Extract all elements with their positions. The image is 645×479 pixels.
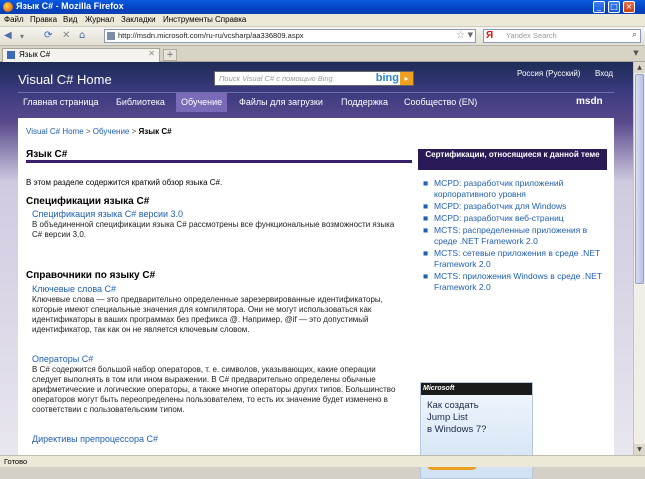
spec-heading: Спецификации языка C# bbox=[26, 196, 150, 207]
bing-logo: bing bbox=[375, 72, 399, 84]
new-tab-button[interactable]: + bbox=[163, 49, 177, 61]
keywords-link[interactable]: Ключевые слова C# bbox=[32, 284, 117, 294]
breadcrumb-home[interactable]: Visual C# Home bbox=[26, 127, 84, 136]
minimize-button[interactable]: _ bbox=[593, 1, 605, 13]
breadcrumb-learning[interactable]: Обучение bbox=[92, 127, 130, 136]
operators-description: В C# содержится большой набор операторов, т. е. символов, указывающих, какие операции следует выполнять в том или ином выражении. В C# предварительно определены обычные арифметические и логические операторы, а также многие операторы других типов. Большинство операторов могут быть переопределены пользователем, то есть их значение будет изменено в соответствии с пользовательским типом. bbox=[32, 365, 396, 414]
cert-item-label[interactable]: MCPD: разработчик для Windows bbox=[434, 201, 567, 211]
cert-item-label[interactable]: MCTS: распределенные приложения в среде .NET Framework 2.0 bbox=[434, 225, 588, 246]
menu-view[interactable]: Вид bbox=[63, 15, 78, 24]
msdn-logo[interactable]: msdn bbox=[576, 96, 603, 107]
certifications-heading: Сертификации, относящиеся к данной теме bbox=[418, 149, 607, 170]
window-titlebar bbox=[0, 0, 645, 14]
site-search-input[interactable] bbox=[214, 71, 414, 86]
status-text: Готово bbox=[4, 457, 28, 466]
breadcrumb bbox=[26, 127, 172, 136]
menu-file[interactable]: Файл bbox=[4, 15, 24, 24]
cert-item-label[interactable]: MCTS: сетевые приложения в среде .NET Framework 2.0 bbox=[434, 248, 600, 269]
intro-text: В этом разделе содержится краткий обзор языка C#. bbox=[26, 178, 223, 187]
scroll-up-icon[interactable]: ▲ bbox=[634, 62, 645, 73]
yandex-logo-icon[interactable]: Я bbox=[486, 30, 494, 41]
ad-line-3: в Windows 7? bbox=[427, 424, 487, 435]
site-brand[interactable]: Visual C# Home bbox=[18, 72, 112, 87]
tab-close-icon[interactable]: ✕ bbox=[148, 49, 155, 58]
ad-line-1: Как создать bbox=[427, 400, 479, 411]
bullet-icon: ■ bbox=[423, 248, 429, 258]
bullet-icon: ■ bbox=[423, 201, 429, 211]
firefox-icon bbox=[3, 2, 13, 12]
status-bar bbox=[0, 455, 645, 467]
locale-link[interactable]: Россия (Русский) bbox=[517, 69, 581, 78]
nav-community[interactable]: Сообщество (EN) bbox=[404, 97, 478, 107]
cert-item[interactable] bbox=[420, 178, 606, 200]
tab-strip bbox=[0, 46, 645, 62]
breadcrumb-separator: > bbox=[85, 127, 91, 136]
cert-item[interactable] bbox=[420, 248, 606, 270]
navigation-toolbar bbox=[0, 27, 645, 46]
forward-dropdown-icon[interactable]: ▾ bbox=[20, 32, 25, 41]
home-icon[interactable]: ⌂ bbox=[79, 30, 86, 41]
content-panel bbox=[18, 118, 614, 458]
scroll-down-icon[interactable]: ▼ bbox=[634, 444, 645, 455]
nav-home[interactable]: Главная страница bbox=[23, 97, 99, 107]
keywords-description: Ключевые слова — это предварительно определенные зарезервированные идентификаторы, которые имеют специальные значения для компилятора. Они не могут использоваться как идентификаторы в ваших программах без префикса @. Например, @if — это допустимый идентификатор, так как он не является ключевым словом. bbox=[32, 295, 383, 334]
bullet-icon: ■ bbox=[423, 271, 429, 281]
cert-item-label[interactable]: MCTS: приложения Windows в среде .NET Framework 2.0 bbox=[434, 271, 602, 292]
title-underline bbox=[26, 160, 412, 163]
nav-downloads[interactable]: Файлы для загрузки bbox=[239, 97, 323, 107]
tab-list-icon[interactable]: ▼ bbox=[633, 49, 639, 57]
stop-icon[interactable]: ✕ bbox=[62, 30, 71, 41]
search-placeholder[interactable]: Yandex Search bbox=[506, 31, 557, 40]
vertical-scrollbar[interactable] bbox=[633, 62, 645, 455]
address-url[interactable]: http://msdn.microsoft.com/ru-ru/vcsharp/aa336809.aspx bbox=[118, 31, 304, 40]
search-icon[interactable]: ⌕ bbox=[631, 30, 637, 40]
reference-heading: Справочники по языку C# bbox=[26, 270, 156, 281]
search-box[interactable] bbox=[483, 29, 641, 43]
tab-favicon-icon bbox=[7, 51, 15, 59]
ad-brand: Microsoft bbox=[421, 383, 532, 395]
tab-csharp[interactable] bbox=[2, 48, 160, 62]
tab-label[interactable]: Язык C# bbox=[19, 50, 51, 59]
nav-support[interactable]: Поддержка bbox=[341, 97, 388, 107]
msdn-page bbox=[0, 62, 645, 455]
menu-bar bbox=[0, 14, 645, 27]
ad-text bbox=[427, 400, 486, 436]
nav-library[interactable]: Библиотека bbox=[116, 97, 165, 107]
cert-item[interactable] bbox=[420, 213, 606, 224]
page-title: Язык C# bbox=[26, 149, 68, 160]
breadcrumb-separator: > bbox=[131, 127, 137, 136]
breadcrumb-current: Язык C# bbox=[138, 127, 172, 136]
bullet-icon: ■ bbox=[423, 213, 429, 223]
cert-item-label[interactable]: MCPD: разработчик приложений корпоративного уровня bbox=[434, 178, 564, 199]
scroll-thumb[interactable] bbox=[635, 74, 644, 284]
site-search-button[interactable]: ▸ bbox=[400, 72, 413, 85]
preprocessor-link[interactable]: Директивы препроцессора C# bbox=[32, 434, 159, 444]
menu-bookmarks[interactable]: Закладки bbox=[121, 15, 156, 24]
back-icon[interactable]: ◀ bbox=[4, 30, 12, 41]
cert-item[interactable] bbox=[420, 225, 606, 247]
site-search-placeholder[interactable]: Поиск Visual C# с помощью Bing bbox=[219, 74, 333, 83]
bookmark-star-icon[interactable]: ☆ bbox=[456, 30, 465, 41]
cert-item[interactable] bbox=[420, 271, 606, 293]
spec-link[interactable]: Спецификация языка C# версии 3.0 bbox=[32, 209, 184, 219]
menu-edit[interactable]: Правка bbox=[30, 15, 58, 24]
login-link[interactable]: Вход bbox=[595, 69, 614, 78]
page-viewport bbox=[0, 62, 645, 455]
certifications-list bbox=[420, 178, 606, 294]
ad-line-2: Jump List bbox=[427, 412, 468, 423]
spec-description: В объединенной спецификации языка C# рассмотрены все функциональные возможности языка C# версии 3.0. bbox=[32, 220, 395, 239]
address-dropdown-icon[interactable]: ▼ bbox=[467, 31, 473, 39]
window-title: Язык C# - Mozilla Firefox bbox=[16, 1, 124, 11]
site-favicon-icon bbox=[107, 32, 115, 40]
menu-history[interactable]: Журнал bbox=[85, 15, 115, 24]
bullet-icon: ■ bbox=[423, 178, 429, 188]
reload-icon[interactable]: ⟳ bbox=[44, 30, 53, 41]
maximize-button[interactable]: □ bbox=[608, 1, 620, 13]
menu-help[interactable]: Справка bbox=[215, 15, 247, 24]
nav-learning[interactable]: Обучение bbox=[176, 93, 227, 112]
address-bar[interactable] bbox=[104, 29, 476, 43]
menu-tools[interactable]: Инструменты bbox=[163, 15, 213, 24]
cert-item-label[interactable]: MCPD: разработчик веб-страниц bbox=[434, 213, 564, 223]
operators-link[interactable]: Операторы C# bbox=[32, 354, 94, 364]
cert-item[interactable] bbox=[420, 201, 606, 212]
bullet-icon: ■ bbox=[423, 225, 429, 235]
close-button[interactable]: × bbox=[623, 1, 635, 13]
